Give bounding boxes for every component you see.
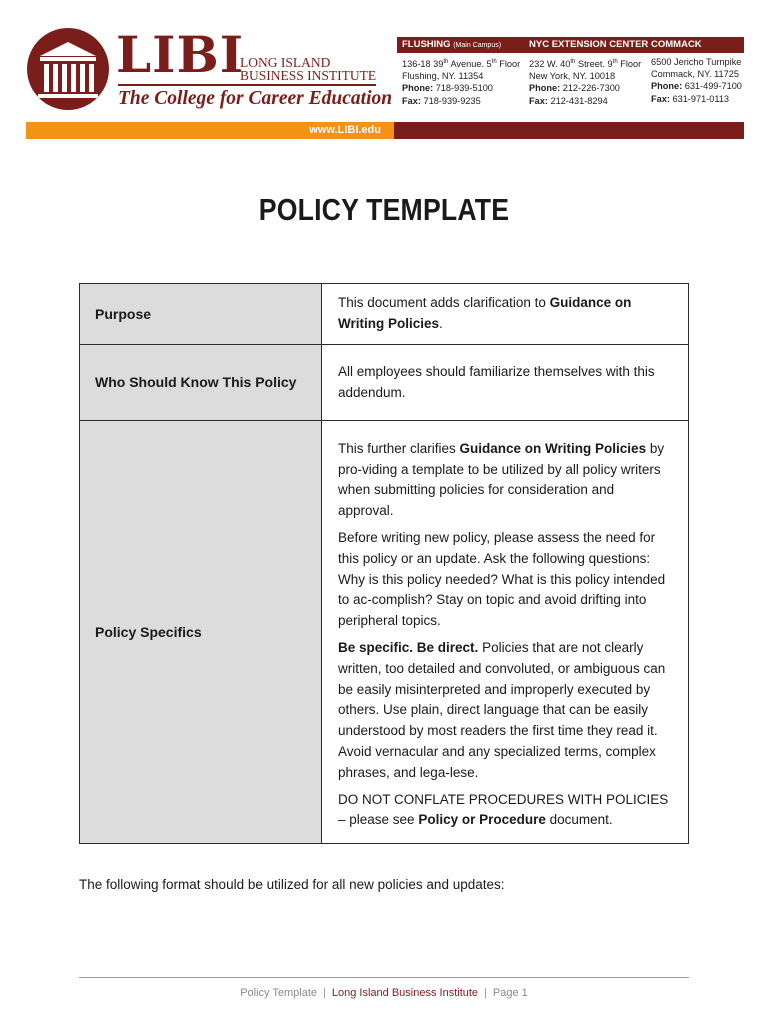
row-content: This document adds clarification to Guidance on Writing Policies. (322, 284, 689, 345)
campus-address-line2: Flushing, NY. 11354 (402, 71, 484, 82)
campus-name: FLUSHING (402, 39, 451, 50)
campus-name-nyc: NYC EXTENSION CENTER (529, 39, 649, 50)
campus-note: (Main Campus) (453, 42, 502, 49)
campus-address-line2: New York, NY. 10018 (529, 71, 616, 82)
campus-name-flushing (402, 38, 501, 53)
campus-contact-flushing (402, 56, 520, 107)
campus-phone: Phone: 631-499-7100 (651, 81, 742, 92)
website-link[interactable]: www.LIBI.edu (309, 124, 381, 136)
campus-address-line1: 136-18 39th Avenue. 5th Floor (402, 59, 521, 70)
letterhead-band-red (394, 122, 744, 139)
logo-wordmark: LIBI (116, 25, 245, 84)
table-row-purpose (80, 284, 689, 345)
footer-institute: Long Island Business Institute (331, 987, 479, 999)
campus-phone: Phone: 212-226-7300 (529, 83, 620, 94)
campus-contact-commack (651, 56, 742, 105)
row-label: Purpose (80, 284, 322, 345)
campus-address-line1: 232 W. 40th Street. 9th Floor (529, 59, 642, 70)
footer-separator: | (323, 987, 326, 999)
table-row-specifics (80, 421, 689, 844)
row-label: Who Should Know This Policy (80, 345, 322, 421)
campus-name-commack: COMMACK (651, 39, 702, 50)
row-label: Policy Specifics (80, 421, 322, 844)
campus-fax: Fax: 718-939-9235 (402, 95, 481, 106)
institute-name-line1: LONG ISLAND (240, 55, 331, 70)
footer-divider (79, 977, 689, 978)
campus-fax: Fax: 212-431-8294 (529, 95, 608, 106)
footer-separator: | (484, 987, 487, 999)
campus-address-line1: 6500 Jericho Turnpike (651, 57, 742, 67)
footer-doc-name: Policy Template (240, 987, 318, 999)
tagline: The College for Career Education (118, 88, 393, 109)
paragraph: Before writing new policy, please assess the need for this policy or an update. Ask the following questions: Why is this policy needed? What is this policy intended to ac-complish? Stay on topic and avoid drifting into peripheral topics. (338, 530, 666, 629)
following-text: The following format should be utilized for all new policies and updates: (79, 877, 505, 892)
college-seal-logo (26, 26, 110, 112)
paragraph: DO NOT CONFLATE PROCEDURES WITH POLICIES – please see Policy or Procedure document. (338, 791, 669, 828)
campus-address-line2: Commack, NY. 11725 (651, 69, 740, 80)
row-content (322, 421, 689, 844)
campus-phone: Phone: 718-939-5100 (402, 83, 493, 94)
institute-name-line2: BUSINESS INSTITUTE (240, 68, 377, 83)
institute-name (240, 56, 380, 82)
campus-fax: Fax: 631-971-0113 (651, 93, 730, 104)
campus-contact-nyc (529, 56, 641, 107)
row-content: All employees should familiarize themselves with this addendum. (322, 345, 689, 421)
policy-table (79, 283, 689, 844)
document-title: POLICY TEMPLATE (258, 192, 510, 227)
page-footer (0, 987, 768, 999)
logo-divider (118, 84, 376, 86)
paragraph: This further clarifies Guidance on Writing Policies by pro-viding a template to be utilized by all policy writers when submitting policies for consideration and approval. (338, 440, 665, 519)
footer-page-number: Page 1 (492, 987, 528, 999)
table-row-who (80, 345, 689, 421)
paragraph: Be specific. Be direct. Policies that are not clearly written, too detailed and convoluted, or ambiguous can be easily misinterpreted and improperly executed by others. Use plain, direct language that can be easily understood by most readers the first time they read it. Avoid vernacular and any specialized terms, complex phrases, and lega-lese. (338, 640, 666, 780)
